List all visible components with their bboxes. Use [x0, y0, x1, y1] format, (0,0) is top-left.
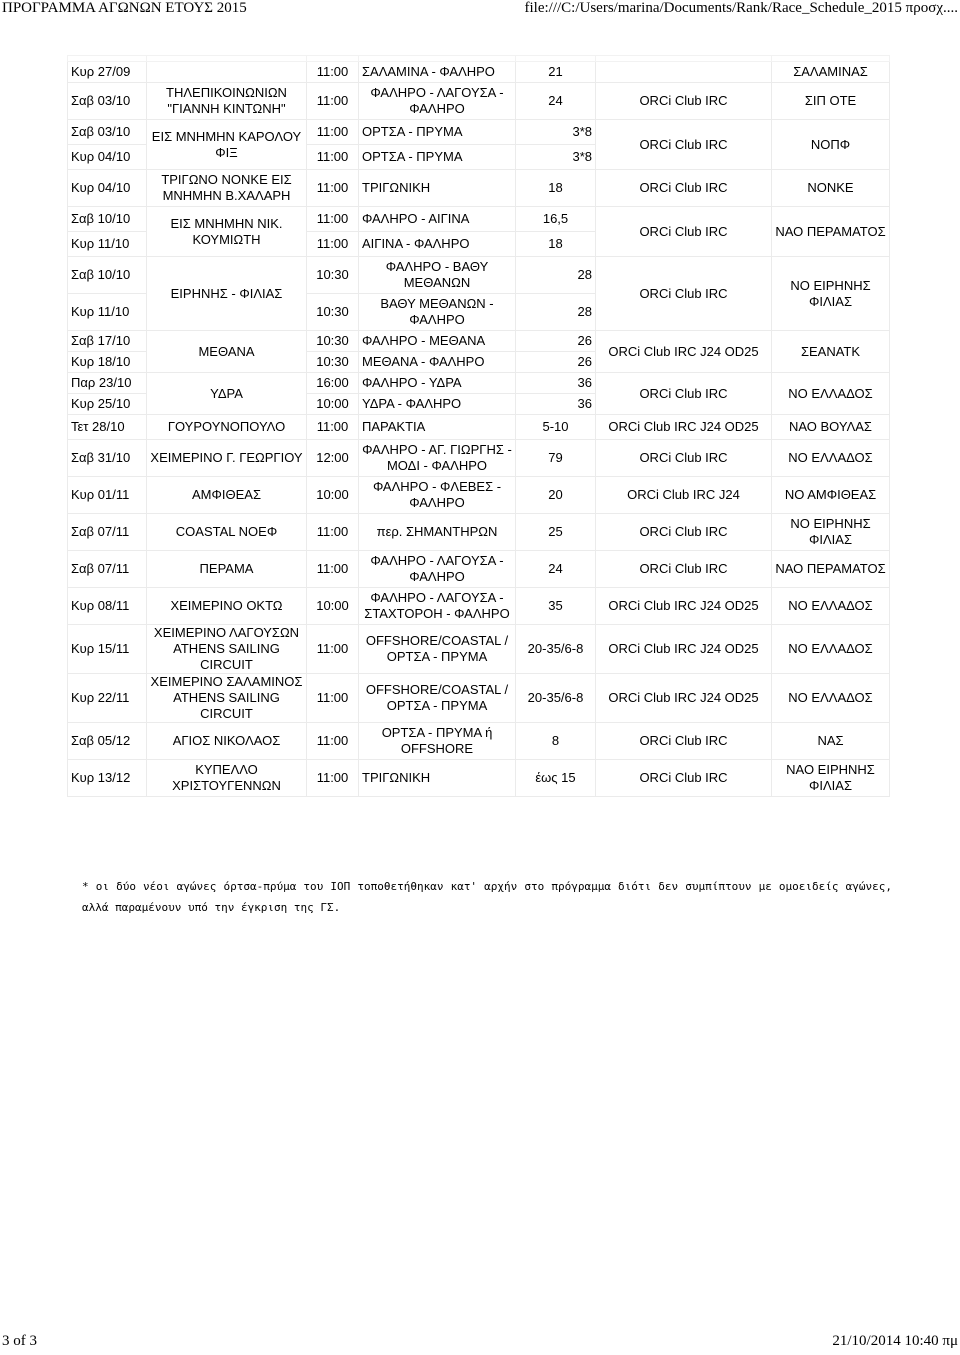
race-time: 11:00 [307, 145, 359, 170]
table-row [68, 207, 890, 232]
race-date: Σαβ 05/12 [68, 723, 147, 760]
race-class: ORCi Club IRC [596, 551, 772, 588]
race-event: ΑΓΙΟΣ ΝΙΚΟΛΑΟΣ [147, 723, 307, 760]
race-index: 20 [516, 477, 596, 514]
race-course: ΟΡΤΣΑ - ΠΡΥΜΑ [359, 120, 516, 145]
race-organizer: ΝΟ ΕΛΛΑΔΟΣ [772, 674, 890, 723]
race-date: Σαβ 10/10 [68, 257, 147, 294]
race-index: 79 [516, 440, 596, 477]
race-schedule-table [67, 55, 890, 797]
race-organizer: ΣΕΑΝΑΤΚ [772, 331, 890, 373]
race-organizer: ΝΟΠΦ [772, 120, 890, 170]
race-time: 11:00 [307, 83, 359, 120]
race-course: ΦΑΛΗΡΟ - ΛΑΓΟΥΣΑ - ΣΤΑΧΤΟΡΟΗ - ΦΑΛΗΡΟ [359, 588, 516, 625]
race-date: Σαβ 10/10 [68, 207, 147, 232]
table-row [68, 760, 890, 797]
table-row [68, 415, 890, 440]
race-time: 11:00 [307, 170, 359, 207]
race-event [147, 62, 307, 83]
race-course: ΤΡΙΓΩΝΙΚΗ [359, 760, 516, 797]
race-organizer: ΝΟ ΑΜΦΙΘΕΑΣ [772, 477, 890, 514]
race-date: Σαβ 03/10 [68, 83, 147, 120]
race-time: 11:00 [307, 232, 359, 257]
table-row [68, 625, 890, 674]
race-class: ORCi Club IRC [596, 514, 772, 551]
race-event: ΤΗΛΕΠΙΚΟΙΝΩΝΙΩΝ "ΓΙΑΝΝΗ ΚΙΝΤΩΝΗ" [147, 83, 307, 120]
race-course: ΒΑΘΥ ΜΕΘΑΝΩΝ - ΦΑΛΗΡΟ [359, 294, 516, 331]
race-time: 11:00 [307, 674, 359, 723]
race-organizer: ΝΑΟ ΕΙΡΗΝΗΣ ΦΙΛΙΑΣ [772, 760, 890, 797]
race-organizer: ΝΟΝΚΕ [772, 170, 890, 207]
race-organizer: ΝΑΟ ΠΕΡΑΜΑΤΟΣ [772, 207, 890, 257]
race-course: ΦΑΛΗΡΟ - ΛΑΓΟΥΣΑ - ΦΑΛΗΡΟ [359, 83, 516, 120]
race-time: 10:00 [307, 588, 359, 625]
race-time: 11:00 [307, 625, 359, 674]
table-row [68, 440, 890, 477]
race-course: ΠΑΡΑΚΤΙΑ [359, 415, 516, 440]
race-course: ΟΡΤΣΑ - ΠΡΥΜΑ ή OFFSHORE [359, 723, 516, 760]
race-index: 3*8 [516, 120, 596, 145]
table-row [68, 514, 890, 551]
race-date: Κυρ 15/11 [68, 625, 147, 674]
race-index: 36 [516, 373, 596, 394]
race-index: 3*8 [516, 145, 596, 170]
race-course: ΣΑΛΑΜΙΝΑ - ΦΑΛΗΡΟ [359, 62, 516, 83]
race-course: ΤΡΙΓΩΝΙΚΗ [359, 170, 516, 207]
race-course: ΜΕΘΑΝΑ - ΦΑΛΗΡΟ [359, 352, 516, 373]
race-date: Σαβ 31/10 [68, 440, 147, 477]
race-date: Κυρ 22/11 [68, 674, 147, 723]
table-row [68, 373, 890, 394]
race-event: ΥΔΡΑ [147, 373, 307, 415]
table-row [68, 257, 890, 294]
race-index: 26 [516, 331, 596, 352]
race-organizer: ΝΟ ΕΙΡΗΝΗΣ ΦΙΛΙΑΣ [772, 514, 890, 551]
race-index: 16,5 [516, 207, 596, 232]
race-index: 5-10 [516, 415, 596, 440]
footnote: * οι δύο νέοι αγώνες όρτσα-πρύμα του ΙΟΠ τοποθετήθηκαν κατ' αρχήν στο πρόγραμμα διότι δεν συμπίπτουν με ομοειδείς αγώνες, αλλά παραμένουν υπό την έγκριση της ΓΣ. [82, 880, 892, 914]
race-index: 18 [516, 232, 596, 257]
race-event: ΚΥΠΕΛΛΟ ΧΡΙΣΤΟΥΓΕΝΝΩΝ [147, 760, 307, 797]
race-index: 20-35/6-8 [516, 674, 596, 723]
race-time: 10:30 [307, 294, 359, 331]
race-date: Κυρ 04/10 [68, 145, 147, 170]
race-date: Παρ 23/10 [68, 373, 147, 394]
race-class: ORCi Club IRC J24 [596, 477, 772, 514]
race-event: ΜΕΘΑΝΑ [147, 331, 307, 373]
race-time: 12:00 [307, 440, 359, 477]
table-row [68, 674, 890, 723]
race-date: Κυρ 01/11 [68, 477, 147, 514]
race-event: ΤΡΙΓΩΝΟ ΝΟΝΚΕ ΕΙΣ ΜΝΗΜΗΝ Β.ΧΑΛΑΡΗ [147, 170, 307, 207]
race-event: ΕΙΣ ΜΝΗΜΗΝ ΝΙΚ. ΚΟΥΜΙΩΤΗ [147, 207, 307, 257]
race-class [596, 62, 772, 83]
race-class: ORCi Club IRC [596, 440, 772, 477]
table-row [68, 120, 890, 145]
race-class: ORCi Club IRC [596, 120, 772, 170]
race-course: ΦΑΛΗΡΟ - ΦΛΕΒΕΣ - ΦΑΛΗΡΟ [359, 477, 516, 514]
race-event: ΧΕΙΜΕΡΙΝΟ ΛΑΓΟΥΣΩΝ ATHENS SAILING CIRCUIT [147, 625, 307, 674]
table-row [68, 723, 890, 760]
race-time: 10:30 [307, 257, 359, 294]
race-organizer: ΝΑΟ ΒΟΥΛΑΣ [772, 415, 890, 440]
race-date: Κυρ 08/11 [68, 588, 147, 625]
table-row [68, 588, 890, 625]
race-date: Κυρ 25/10 [68, 394, 147, 415]
race-event: ΧΕΙΜΕΡΙΝΟ Γ. ΓΕΩΡΓΙΟΥ [147, 440, 307, 477]
race-index: 36 [516, 394, 596, 415]
race-date: Τετ 28/10 [68, 415, 147, 440]
race-event: ΠΕΡΑΜΑ [147, 551, 307, 588]
race-class: ORCi Club IRC [596, 170, 772, 207]
print-header-title: ΠΡΟΓΡΑΜΜΑ ΑΓΩΝΩΝ ΕΤΟΥΣ 2015 [2, 0, 247, 16]
table-row [68, 477, 890, 514]
race-course: ΦΑΛΗΡΟ - ΒΑΘΥ ΜΕΘΑΝΩΝ [359, 257, 516, 294]
race-date: Σαβ 03/10 [68, 120, 147, 145]
race-class: ORCi Club IRC J24 OD25 [596, 588, 772, 625]
race-time: 10:00 [307, 477, 359, 514]
race-date: Κυρ 04/10 [68, 170, 147, 207]
race-course: περ. ΣΗΜΑΝΤΗΡΩΝ [359, 514, 516, 551]
race-date: Κυρ 11/10 [68, 232, 147, 257]
race-event: ΧΕΙΜΕΡΙΝΟ ΟΚΤΩ [147, 588, 307, 625]
race-index: 8 [516, 723, 596, 760]
race-time: 11:00 [307, 514, 359, 551]
race-time: 10:30 [307, 331, 359, 352]
race-time: 10:30 [307, 352, 359, 373]
race-organizer: ΣΑΛΑΜΙΝΑΣ [772, 62, 890, 83]
race-index: 26 [516, 352, 596, 373]
race-class: ORCi Club IRC [596, 723, 772, 760]
race-class: ORCi Club IRC J24 OD25 [596, 331, 772, 373]
race-course: ΦΑΛΗΡΟ - ΛΑΓΟΥΣΑ - ΦΑΛΗΡΟ [359, 551, 516, 588]
race-date: Κυρ 11/10 [68, 294, 147, 331]
race-organizer: ΝΟ ΕΛΛΑΔΟΣ [772, 588, 890, 625]
race-time: 11:00 [307, 62, 359, 83]
race-index: 24 [516, 83, 596, 120]
table-row [68, 551, 890, 588]
print-datetime: 21/10/2014 10:40 πμ [832, 1333, 958, 1349]
race-index: 21 [516, 62, 596, 83]
race-event: ΕΙΡΗΝΗΣ - ΦΙΛΙΑΣ [147, 257, 307, 331]
race-course: ΦΑΛΗΡΟ - ΑΙΓΙΝΑ [359, 207, 516, 232]
race-index: 24 [516, 551, 596, 588]
race-date: Κυρ 27/09 [68, 62, 147, 83]
race-event: ΧΕΙΜΕΡΙΝΟ ΣΑΛΑΜΙΝΟΣ ATHENS SAILING CIRCUIT [147, 674, 307, 723]
print-footer [0, 1333, 960, 1353]
race-course: ΑΙΓΙΝΑ - ΦΑΛΗΡΟ [359, 232, 516, 257]
race-date: Κυρ 18/10 [68, 352, 147, 373]
race-time: 11:00 [307, 120, 359, 145]
print-header [0, 0, 960, 20]
race-organizer: ΝΑΣ [772, 723, 890, 760]
table-row [68, 62, 890, 83]
race-date: Σαβ 17/10 [68, 331, 147, 352]
race-index: 20-35/6-8 [516, 625, 596, 674]
race-time: 11:00 [307, 415, 359, 440]
race-organizer: ΝΑΟ ΠΕΡΑΜΑΤΟΣ [772, 551, 890, 588]
race-class: ORCi Club IRC [596, 83, 772, 120]
race-course: ΦΑΛΗΡΟ - ΑΓ. ΓΙΩΡΓΗΣ - ΜΟΔΙ - ΦΑΛΗΡΟ [359, 440, 516, 477]
race-index: 28 [516, 294, 596, 331]
race-index: έως 15 [516, 760, 596, 797]
table-row [68, 170, 890, 207]
race-class: ORCi Club IRC [596, 760, 772, 797]
race-course: ΦΑΛΗΡΟ - ΥΔΡΑ [359, 373, 516, 394]
race-organizer: ΝΟ ΕΙΡΗΝΗΣ ΦΙΛΙΑΣ [772, 257, 890, 331]
race-time: 11:00 [307, 723, 359, 760]
race-class: ORCi Club IRC [596, 257, 772, 331]
table-row [68, 331, 890, 352]
race-organizer: ΝΟ ΕΛΛΑΔΟΣ [772, 625, 890, 674]
race-course: ΟΡΤΣΑ - ΠΡΥΜΑ [359, 145, 516, 170]
race-date: Σαβ 07/11 [68, 514, 147, 551]
race-class: ORCi Club IRC J24 OD25 [596, 674, 772, 723]
race-event: ΓΟΥΡΟΥΝΟΠΟΥΛΟ [147, 415, 307, 440]
race-index: 35 [516, 588, 596, 625]
race-time: 10:00 [307, 394, 359, 415]
race-course: ΥΔΡΑ - ΦΑΛΗΡΟ [359, 394, 516, 415]
race-index: 25 [516, 514, 596, 551]
race-event: COASTAL ΝΟΕΦ [147, 514, 307, 551]
race-class: ORCi Club IRC [596, 207, 772, 257]
race-time: 16:00 [307, 373, 359, 394]
page-number: 3 of 3 [2, 1333, 37, 1349]
race-class: ORCi Club IRC J24 OD25 [596, 415, 772, 440]
race-organizer: ΣΙΠ ΟΤΕ [772, 83, 890, 120]
race-class: ORCi Club IRC J24 OD25 [596, 625, 772, 674]
race-course: OFFSHORE/COASTAL /ΟΡΤΣΑ - ΠΡΥΜΑ [359, 674, 516, 723]
race-event: ΕΙΣ ΜΝΗΜΗΝ ΚΑΡΟΛΟΥ ΦΙΞ [147, 120, 307, 170]
race-course: ΦΑΛΗΡΟ - ΜΕΘΑΝΑ [359, 331, 516, 352]
race-time: 11:00 [307, 207, 359, 232]
race-course: OFFSHORE/COASTAL /ΟΡΤΣΑ - ΠΡΥΜΑ [359, 625, 516, 674]
race-index: 18 [516, 170, 596, 207]
race-organizer: ΝΟ ΕΛΛΑΔΟΣ [772, 440, 890, 477]
print-header-path: file:///C:/Users/marina/Documents/Rank/Race_Schedule_2015 προσχ.... [524, 0, 958, 16]
race-class: ORCi Club IRC [596, 373, 772, 415]
table-row [68, 83, 890, 120]
race-date: Κυρ 13/12 [68, 760, 147, 797]
race-organizer: ΝΟ ΕΛΛΑΔΟΣ [772, 373, 890, 415]
race-time: 11:00 [307, 760, 359, 797]
race-index: 28 [516, 257, 596, 294]
race-time: 11:00 [307, 551, 359, 588]
race-event: ΑΜΦΙΘΕΑΣ [147, 477, 307, 514]
race-date: Σαβ 07/11 [68, 551, 147, 588]
